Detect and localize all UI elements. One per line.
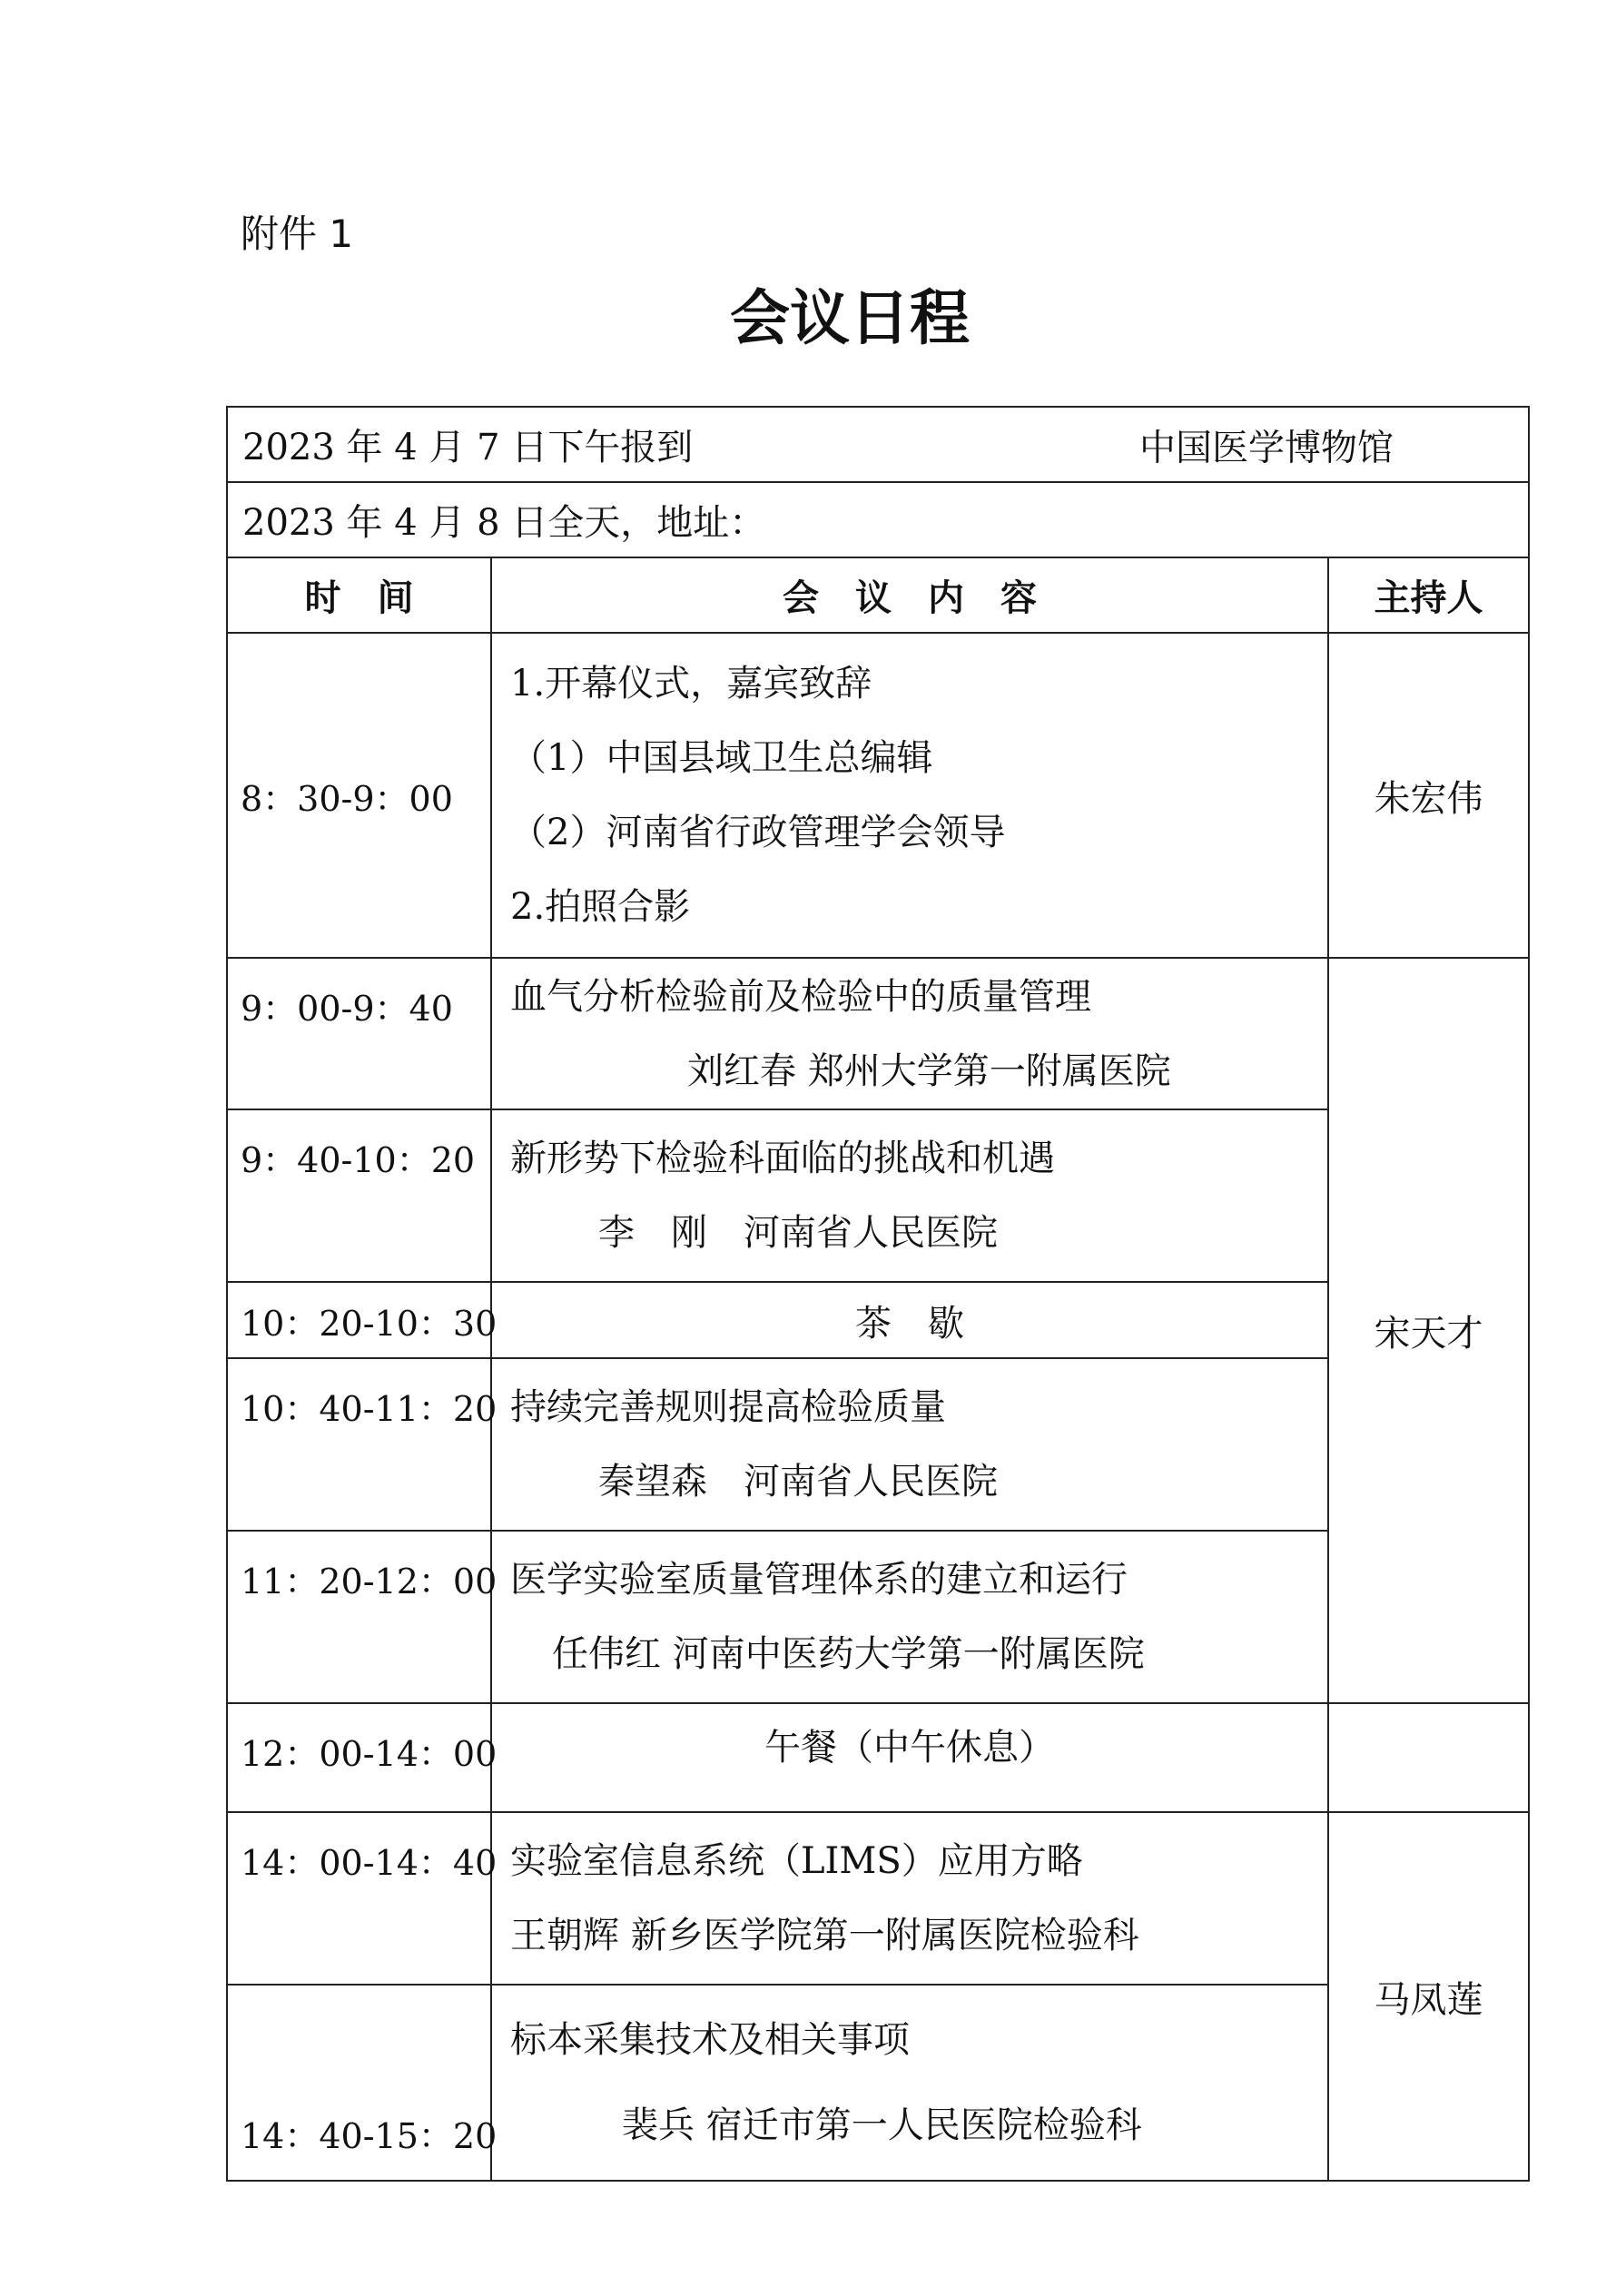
registration-cell [227, 407, 1529, 482]
row-speaker: 刘红春 郑州大学第一附属医院 [687, 1049, 1171, 1092]
row-time: 9：40-10：20 [227, 1109, 491, 1282]
row-content [491, 1109, 1328, 1282]
row-time: 10：40-11：20 [227, 1358, 491, 1531]
row-content [491, 958, 1328, 1109]
row-content [491, 633, 1328, 958]
row-topic: 实验室信息系统（LIMS）应用方略 [510, 1840, 1083, 1882]
row-time: 14：40-15：20 [227, 1985, 491, 2181]
row-content [491, 1531, 1328, 1703]
row-time: 8：30-9：00 [227, 633, 491, 958]
row-time: 14：00-14：40 [227, 1812, 491, 1985]
row-speaker: 裴兵 宿迁市第一人民医院检验科 [622, 2104, 1142, 2146]
row-content [491, 1358, 1328, 1531]
row-content: 茶 歇 [491, 1282, 1328, 1358]
row-content [491, 1812, 1328, 1985]
header-row [227, 557, 1529, 633]
row-time: 11：20-12：00 [227, 1531, 491, 1703]
page-title: 会议日程 [730, 283, 970, 353]
header-host: 主持人 [1328, 557, 1529, 633]
row-time: 10：20-10：30 [227, 1282, 491, 1358]
row-topic: 血气分析检验前及检验中的质量管理 [510, 975, 1091, 1018]
header-content: 会 议 内 容 [491, 557, 1328, 633]
row-content [491, 1985, 1328, 2181]
row-content-line: （2）河南省行政管理学会领导 [510, 812, 1006, 853]
day-info-cell [227, 482, 1529, 557]
row-topic: 医学实验室质量管理体系的建立和运行 [510, 1559, 1128, 1601]
row-time: 12：00-14：00 [227, 1703, 491, 1812]
day-info-text: 2023 年 4 月 8 日全天，地址： [242, 502, 766, 544]
registration-text: 2023 年 4 月 7 日下午报到 [242, 427, 694, 468]
row-content-line: 1.开幕仪式，嘉宾致辞 [510, 663, 872, 705]
registration-location: 中国医学博物馆 [1139, 427, 1394, 468]
registration-row [227, 407, 1529, 482]
schedule-table [226, 406, 1530, 2182]
row-time: 9：00-9：40 [227, 958, 491, 1109]
table-row [227, 1703, 1529, 1812]
row-topic: 标本采集技术及相关事项 [510, 2019, 910, 2061]
row-speaker: 秦望森 河南省人民医院 [598, 1461, 998, 1503]
header-time: 时 间 [227, 557, 491, 633]
table-row [227, 633, 1529, 958]
row-topic: 新形势下检验科面临的挑战和机遇 [510, 1138, 1055, 1179]
day-info-row [227, 482, 1529, 557]
row-speaker: 李 刚 河南省人民医院 [598, 1212, 998, 1254]
table-row [227, 958, 1529, 1109]
row-host-empty [1328, 1703, 1529, 1812]
row-content: 午餐（中午休息） [491, 1703, 1328, 1812]
row-content-line: （1）中国县域卫生总编辑 [510, 737, 933, 779]
row-host: 马凤莲 [1328, 1812, 1529, 2181]
row-speaker: 王朝辉 新乡医学院第一附属医院检验科 [510, 1915, 1139, 1956]
row-host: 朱宏伟 [1328, 633, 1529, 958]
row-speaker: 任伟红 河南中医药大学第一附属医院 [552, 1633, 1145, 1675]
attachment-label: 附件 1 [241, 212, 354, 256]
row-host: 宋天才 [1328, 958, 1529, 1703]
table-row [227, 1812, 1529, 1985]
row-topic: 持续完善规则提高检验质量 [510, 1386, 946, 1428]
row-content-line: 2.拍照合影 [510, 886, 691, 928]
